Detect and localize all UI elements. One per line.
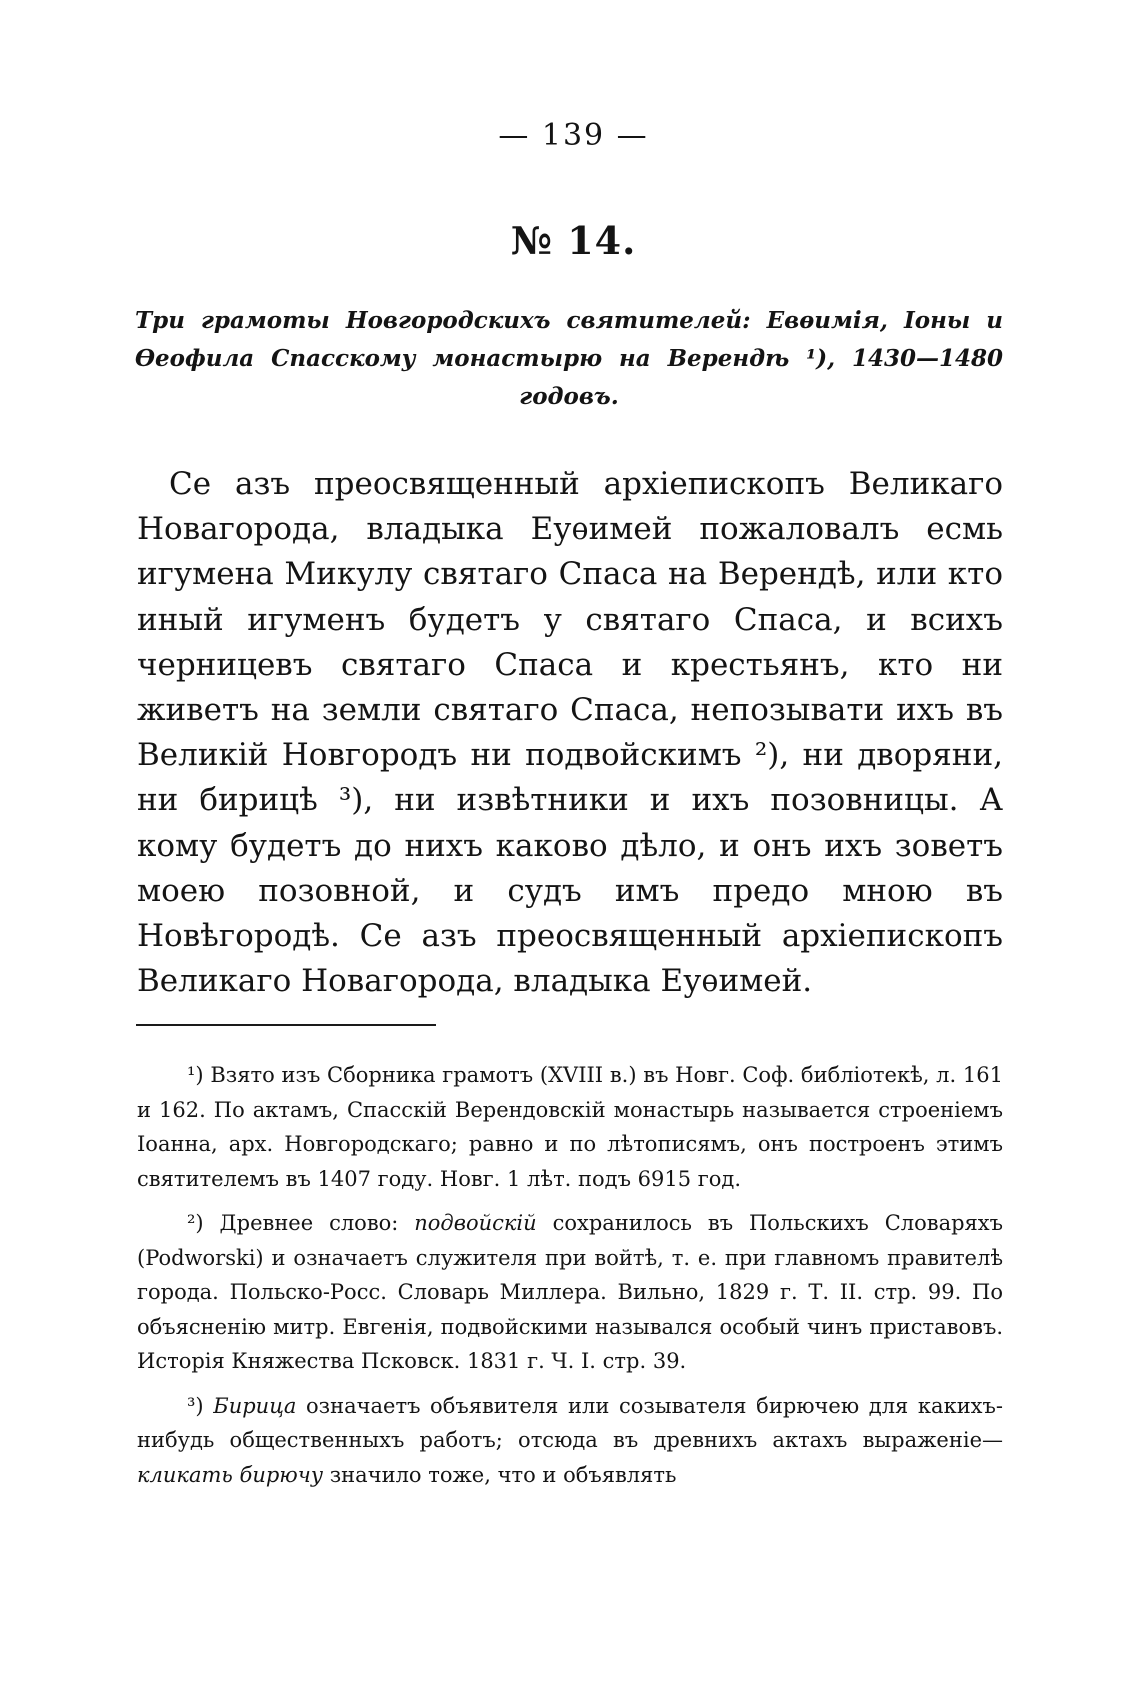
footnote-text: означаетъ объявителя или созывателя бирючею для какихъ-нибудь общественныхъ работъ; отсюда въ древнихъ актахъ выраженіе—: [137, 1393, 1003, 1452]
footnote-term: подвойскій: [414, 1211, 537, 1235]
footnote-text: сохранилось въ Польскихъ Словаряхъ (Podworski) и означаетъ служителя при войтѣ, т. е. при главномъ правителѣ города. Польско-Росс. Словарь Миллера. Вильно, 1829 г. Т. II. стр. 99. По объясненію митр. Евгенія, подвойскими назывался особый чинъ приставовъ. Исторія Княжества Псковск. 1831 г. Ч. I. стр. 39.: [137, 1211, 1003, 1373]
page-number: — 139 —: [498, 118, 649, 153]
document-title: Три грамоты Новгородскихъ святителей: Евѳимія, Іоны и Ѳеофила Спасскому монастырю на Верендѣ ¹), 1430—1480 годовъ.: [135, 307, 1003, 410]
footnote-term: кликать бирючу: [137, 1462, 324, 1487]
footnote-3: [137, 1389, 1003, 1493]
footnote-text: Древнее слово:: [219, 1211, 415, 1235]
footnote-mark: ¹): [187, 1063, 204, 1087]
footnote-mark: ²): [187, 1211, 204, 1235]
footnote-divider: [136, 1024, 436, 1026]
footnotes: [137, 1058, 1003, 1502]
footnote-text: Взято изъ Сборника грамотъ (XVIII в.) въ Новг. Соф. библіотекѣ, л. 161 и 162. По актамъ, Спасскій Верендовскій монастырь называется строеніемъ Іоанна, арх. Новгородскаго; равно и по лѣтописямъ, онъ построенъ этимъ святителемъ въ 1407 году. Новг. 1 лѣт. подъ 6915 год.: [137, 1063, 1003, 1191]
footnote-2: [137, 1206, 1003, 1379]
footnote-mark: ³): [187, 1393, 204, 1418]
footnote-text: значило тоже, что и объявлять: [323, 1462, 677, 1487]
footnote-term: Бирица: [213, 1393, 297, 1418]
footnote-1: [137, 1058, 1003, 1196]
charter-text: Се азъ преосвященный архіепископъ Великаго Новагорода, владыка Еуѳимей пожаловалъ есмь игумена Микулу святаго Спаса на Верендѣ, или кто иный игуменъ будетъ у святаго Спаса, и всихъ черницевъ святаго Спаса и крестьянъ, кто ни живетъ на земли святаго Спаса, непозывати ихъ въ Великій Новгородъ ни подвойскимъ ²), ни дворяни, ни бирицѣ ³), ни извѣтники и ихъ позовницы. А кому будетъ до нихъ каково дѣло, и онъ ихъ зоветъ моею позовной, и судъ имъ предо мною въ Новѣгородѣ. Се азъ преосвященный архіепископъ Великаго Новагорода, владыка Еуѳимей.: [137, 466, 1003, 1000]
document-number: № 14.: [510, 218, 637, 263]
